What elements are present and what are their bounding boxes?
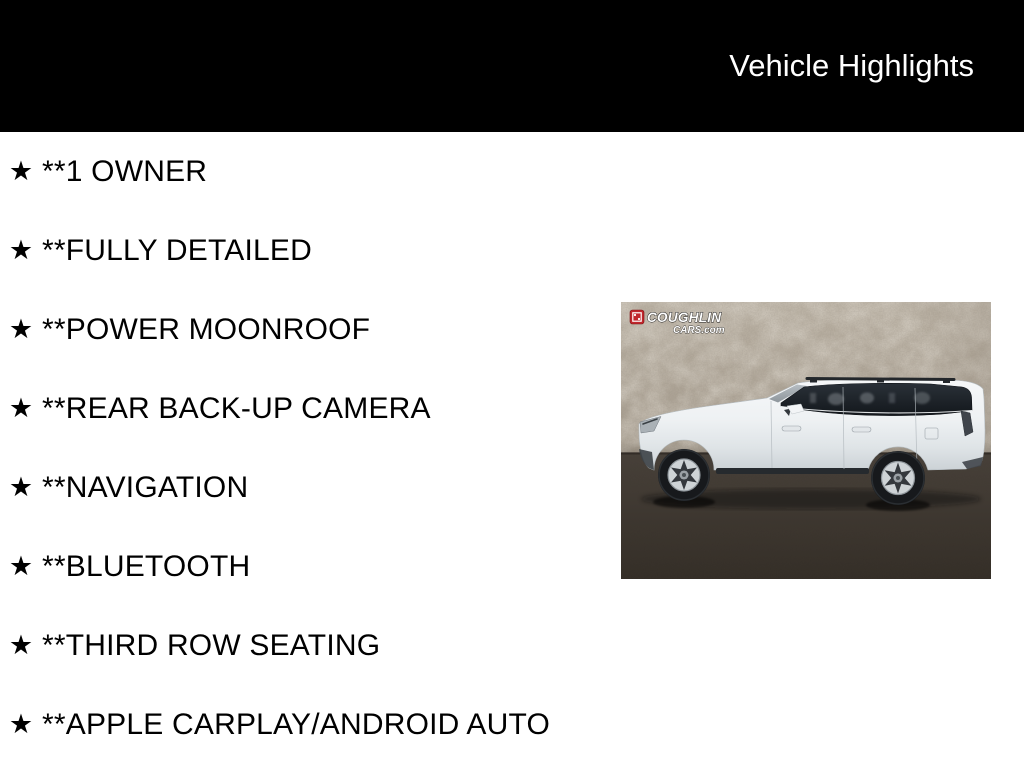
list-item: [0, 527, 620, 606]
vehicle-photo-image: [621, 302, 991, 579]
list-item: [0, 606, 620, 685]
highlight-label: **POWER MOONROOF: [42, 312, 371, 346]
vehicle-photo: [621, 302, 991, 579]
highlight-label: **FULLY DETAILED: [42, 233, 312, 267]
highlight-label: **APPLE CARPLAY/ANDROID AUTO: [42, 707, 550, 741]
star-icon: ★: [8, 235, 34, 265]
star-icon: ★: [8, 472, 34, 502]
list-item: [0, 132, 620, 211]
page-title: Vehicle Highlights: [729, 48, 974, 83]
star-icon: ★: [8, 314, 34, 344]
star-icon: ★: [8, 630, 34, 660]
header-bar: [0, 0, 1024, 132]
highlight-label: **NAVIGATION: [42, 470, 249, 504]
list-item: [0, 685, 620, 764]
list-item: [0, 369, 620, 448]
suv-front-wheel: [658, 449, 710, 501]
dealer-badge-icon: [630, 310, 644, 324]
highlight-list: [0, 132, 620, 764]
star-icon: ★: [8, 393, 34, 423]
list-item: [0, 211, 620, 290]
suv-side-windows: [781, 383, 972, 415]
suv-running-board: [716, 468, 869, 474]
list-item: [0, 290, 620, 369]
suv-rear-wheel: [871, 451, 925, 505]
star-icon: ★: [8, 156, 34, 186]
dealer-brand-text: COUGHLIN: [647, 310, 722, 325]
highlight-label: **1 OWNER: [42, 154, 208, 188]
dealer-suffix-text: CARS.com: [673, 325, 725, 336]
highlight-label: **THIRD ROW SEATING: [42, 628, 381, 662]
highlight-label: **BLUETOOTH: [42, 549, 251, 583]
highlight-label: **REAR BACK-UP CAMERA: [42, 391, 431, 425]
star-icon: ★: [8, 551, 34, 581]
star-icon: ★: [8, 709, 34, 739]
list-item: [0, 448, 620, 527]
